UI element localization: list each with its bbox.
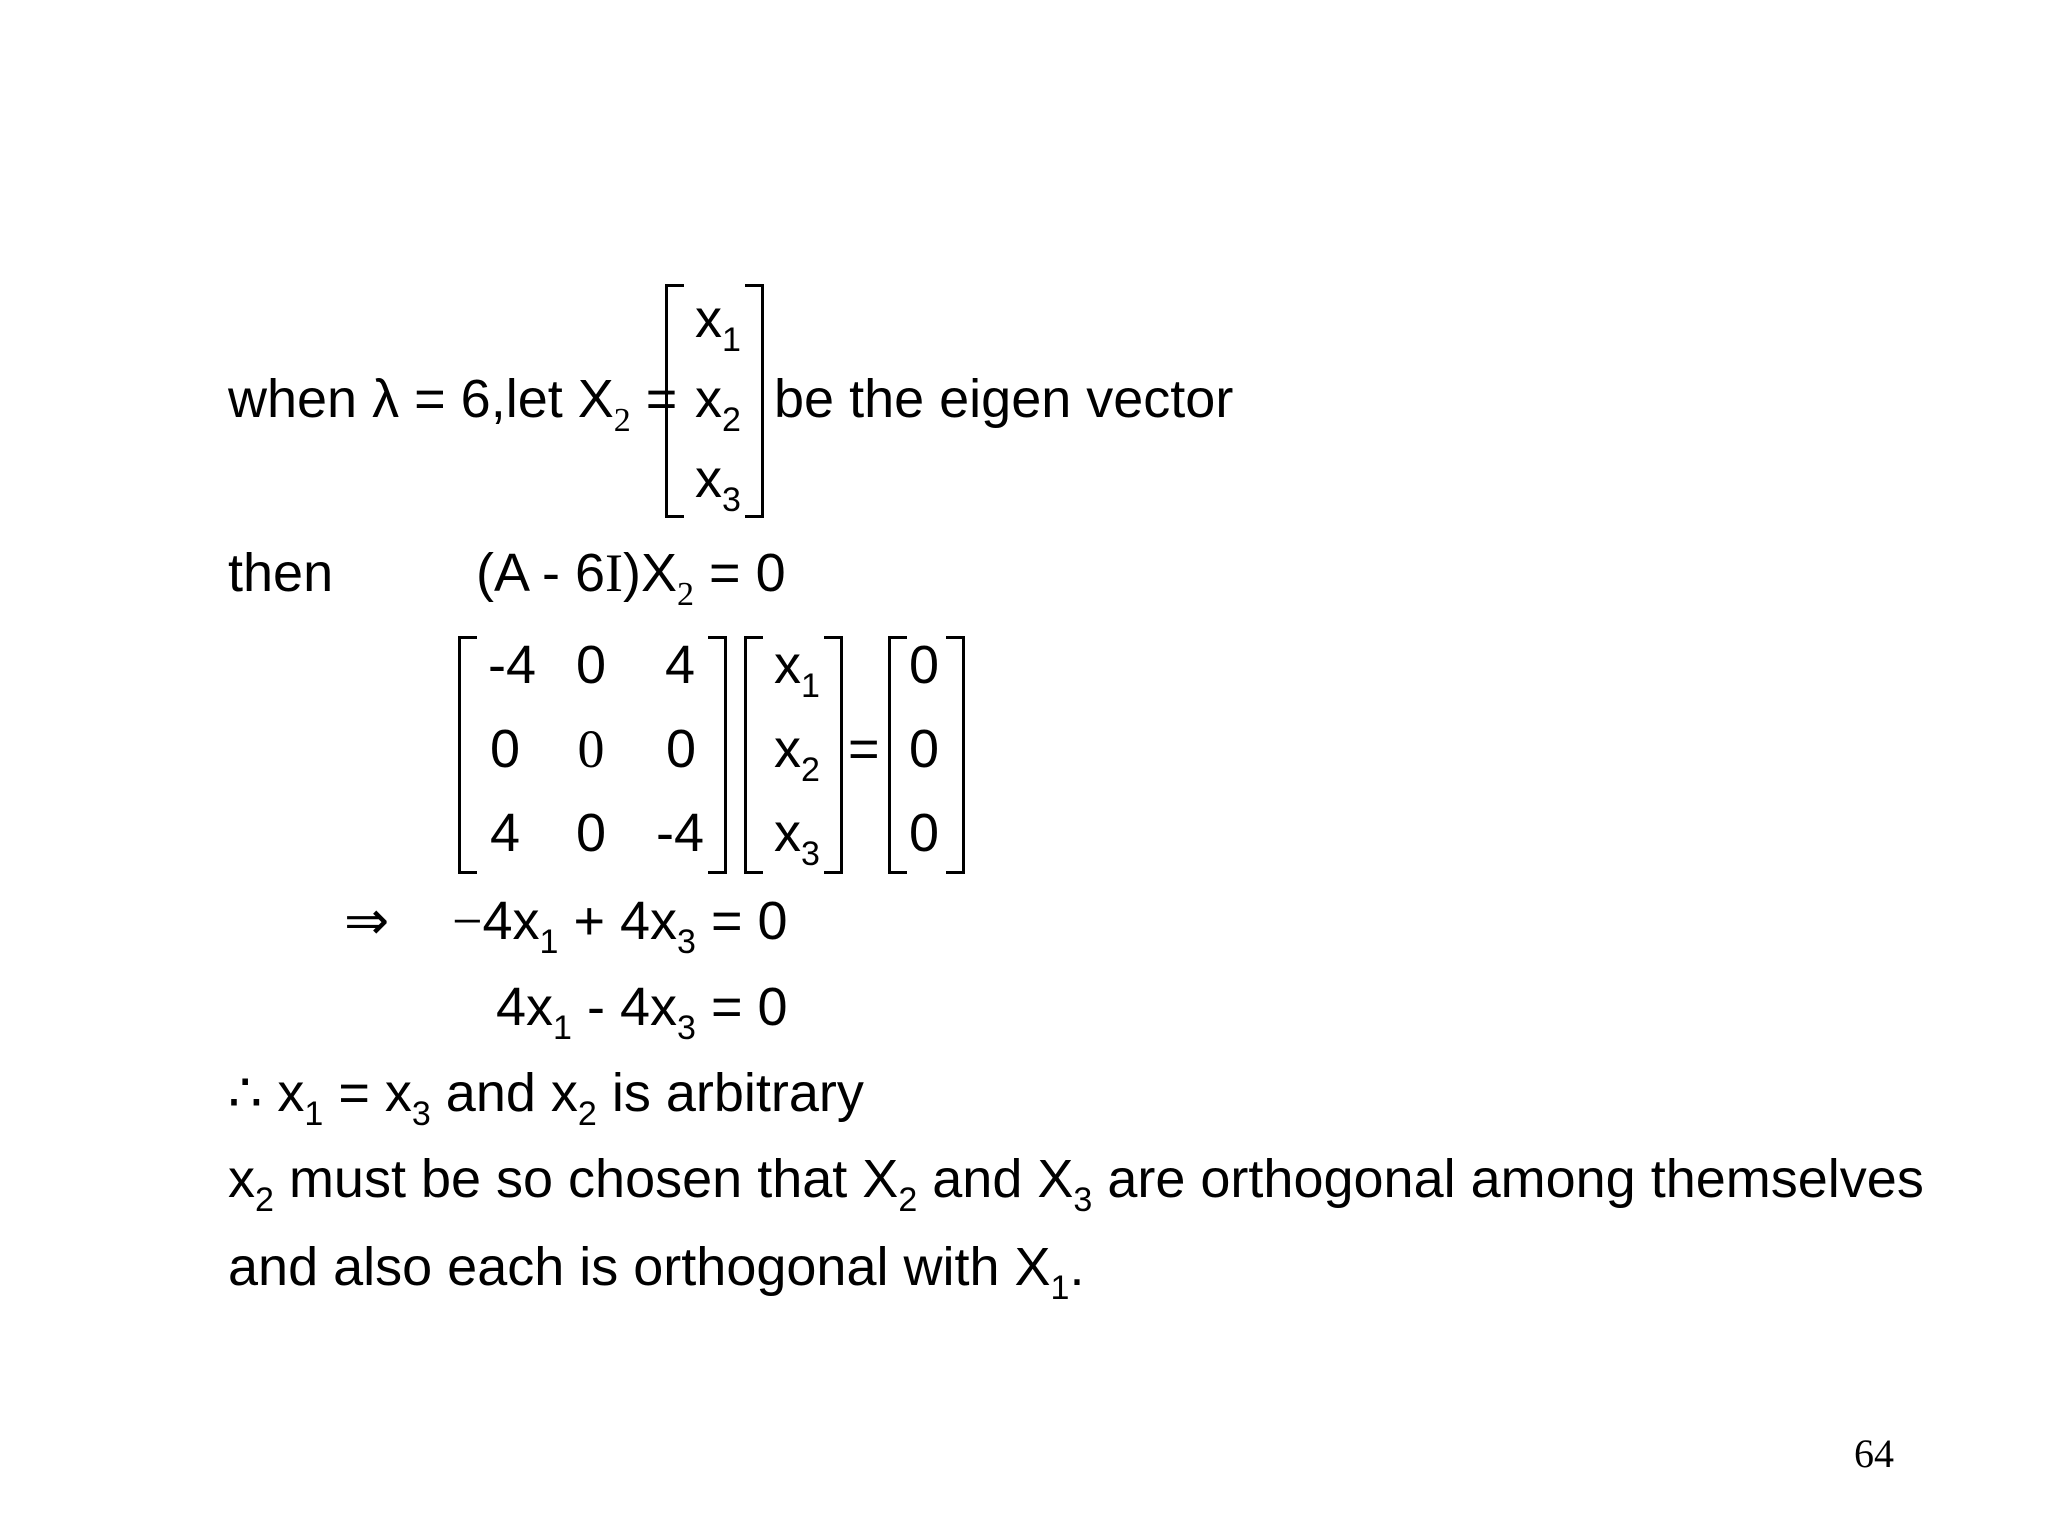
matrix-equals-sign: = — [848, 719, 880, 779]
when-text: when — [228, 369, 358, 429]
matrix-A-cell: 0 — [577, 719, 605, 779]
vector-entry-2: $x_2$ — [695, 369, 741, 439]
line-when — [228, 369, 678, 439]
matrix-Z-entry: 0 — [908, 803, 940, 863]
then-text: then — [228, 543, 334, 603]
matrix-X-entry-2: $x_2$ — [774, 719, 820, 789]
lambda-symbol: λ — [372, 369, 400, 429]
matrix-A-cell: 0 — [665, 719, 697, 779]
paragraph-line-2: and also each is orthogonal with $X_1$. — [228, 1237, 1085, 1307]
implies-arrow: ⇒ — [344, 891, 390, 951]
X-symbol: X — [577, 369, 614, 429]
eq6-text: = 6,let — [414, 369, 563, 429]
vector-entry-1: $x_1$ — [695, 289, 741, 359]
matrix-Z-entry: 0 — [908, 719, 940, 779]
matrix-A-cell: 4 — [489, 803, 521, 863]
therefore-symbol: ∴ — [228, 1063, 263, 1123]
matrix-A-cell: 4 — [664, 635, 696, 695]
matrix-X-entry-1: $x_1$ — [774, 635, 820, 705]
matrix-X-entry-3: $x_3$ — [774, 803, 820, 873]
characteristic-equation: $(A - 6I)X_2 = 0$ — [476, 543, 786, 613]
vector-left-bracket — [665, 284, 684, 518]
matrix-A-cell: 0 — [489, 719, 521, 779]
matrix-A-cell: -4 — [487, 635, 536, 695]
therefore-line: ∴ $x_1 = x_3$ and $x_2$ is arbitrary — [228, 1063, 864, 1133]
equation-2: $4x_1 - 4x_3 = 0$ — [496, 977, 788, 1047]
matrix-A-cell: 0 — [575, 803, 607, 863]
matrix-X-left-bracket — [744, 636, 763, 874]
paragraph-line-1: $x_2$ must be so chosen that $X_2$ and $X_3$ are orthogonal among themselves — [228, 1149, 1924, 1219]
be-eigen-vector-text: be the eigen vector — [774, 369, 1234, 429]
X-subscript: 2 — [613, 402, 631, 439]
equals-sign: = — [645, 369, 678, 429]
matrix-Z-entry: 0 — [908, 635, 940, 695]
vector-entry-3: $x_3$ — [695, 449, 741, 519]
matrix-A-cell: -4 — [655, 803, 704, 863]
equation-1: $-4x_1 + 4x_3 = 0$ — [452, 891, 788, 961]
page-number: 64 — [1854, 1431, 1894, 1476]
matrix-A-cell: 0 — [575, 635, 607, 695]
